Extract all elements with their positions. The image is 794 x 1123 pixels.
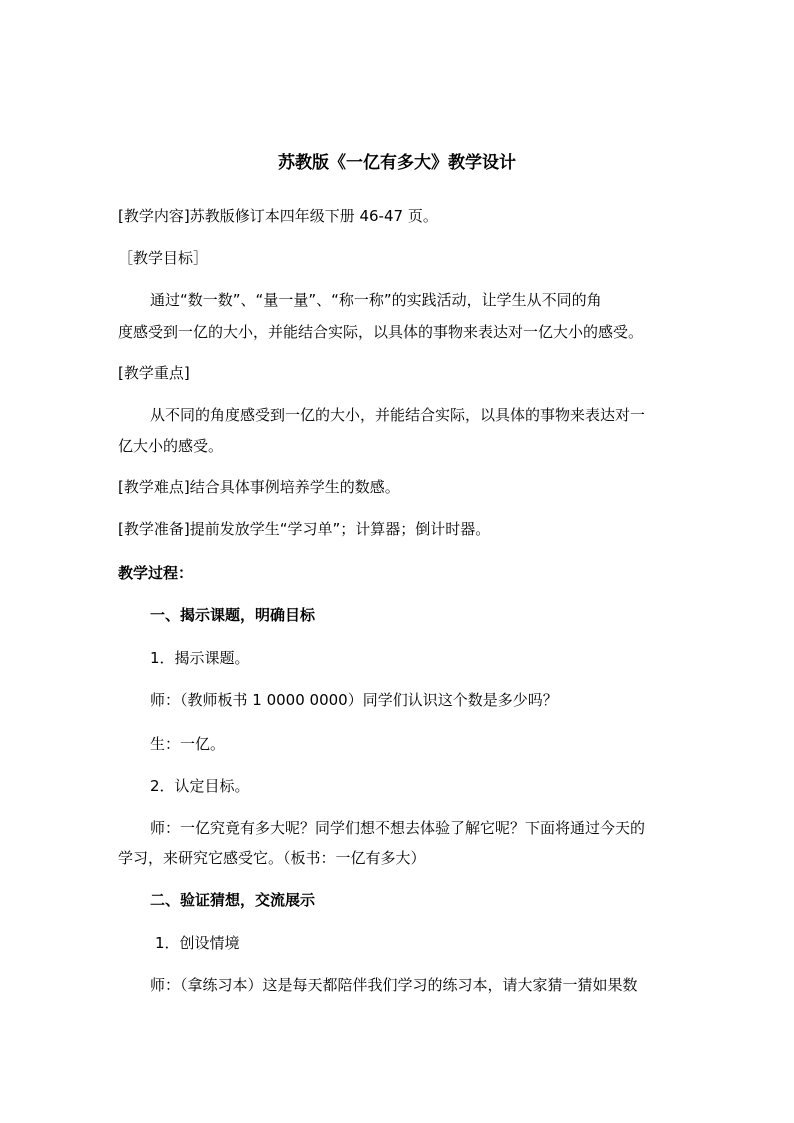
preparation-text: [教学准备]提前发放学生“学习单”；计算器；倒计时器。 [118,520,491,538]
objective-text-line-1: 通过“数一数”、“量一量”、“称一称”的实践活动，让学生从不同的角 [150,291,602,309]
teaching-content: [教学内容]苏教版修订本四年级下册 46-47 页。 [118,207,438,225]
section-2-teacher-line-1: 师：（拿练习本）这是每天都陪伴我们学习的练习本，请大家猜一猜如果数 [150,976,638,994]
section-1-teacher-line-2b: 学习，来研究它感受它。（板书：一亿有多大） [118,849,426,867]
section-1-student-line-1: 生：一亿。 [150,735,226,753]
document-title: 苏教版《一亿有多大》教学设计 [278,153,516,173]
objective-text-line-2: 度感受到一亿的大小，并能结合实际，以具体的事物来表达对一亿大小的感受。 [118,323,644,341]
section-1-step-2: 2．认定目标。 [150,777,250,795]
section-1-teacher-line-1: 师：（教师板书 1 0000 0000）同学们认识这个数是多少吗？ [150,691,558,709]
section-2-step-1: 1．创设情境 [155,934,240,952]
difficulty-text: [教学难点]结合具体事例培养学生的数感。 [118,478,400,496]
section-1-heading: 一、揭示课题，明确目标 [150,606,316,624]
section-1-step-1: 1．揭示课题。 [150,649,250,667]
keypoint-text-line-1: 从不同的角度感受到一亿的大小，并能结合实际，以具体的事物来表达对一 [150,406,646,424]
keypoint-heading: [教学重点] [118,364,190,382]
section-2-heading: 二、验证猜想，交流展示 [150,891,316,909]
section-1-teacher-line-2a: 师：一亿究竟有多大呢？同学们想不想去体验了解它呢？下面将通过今天的 [150,819,646,837]
objective-heading: ［教学目标］ [118,249,209,267]
process-heading: 教学过程： [118,564,194,582]
keypoint-text-line-2: 亿大小的感受。 [118,437,224,455]
